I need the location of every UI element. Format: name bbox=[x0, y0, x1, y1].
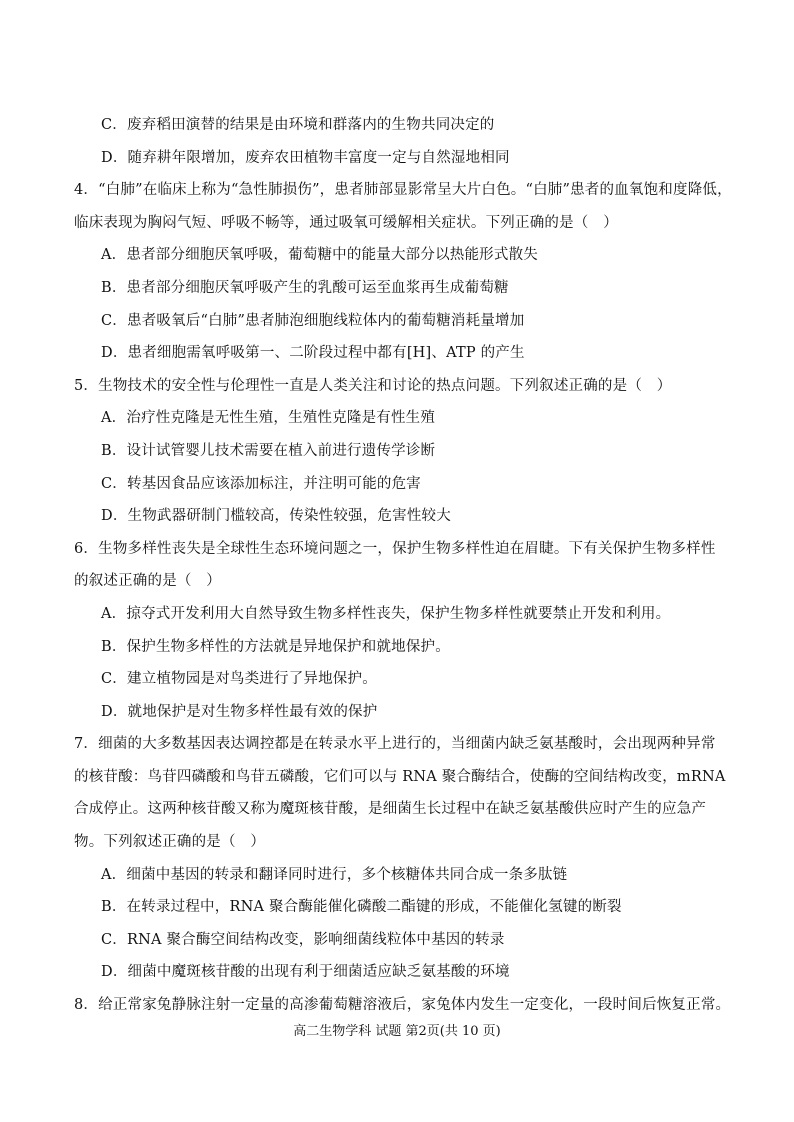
answer-option-line: C．转基因食品应该添加标注，并注明可能的危害 bbox=[101, 475, 421, 492]
question-text-line: 临床表现为胸闷气短、呼吸不畅等，通过吸氧可缓解相关症状。下列正确的是（ ） bbox=[74, 214, 618, 231]
page-footer: 高二生物学科 试题 第2页(共 10 页) bbox=[293, 1024, 501, 1039]
question-content bbox=[74, 109, 732, 1022]
answer-option-line: A．掠夺式开发利用大自然导致生物多样性丧失，保护生物多样性就要禁止开发和利用。 bbox=[101, 605, 671, 622]
question-text-line: 合成停止。这两种核苷酸又称为魔斑核苷酸，是细菌生长过程中在缺乏氨基酸供应时产生的应急产 bbox=[74, 801, 707, 818]
question-text-line: 物。下列叙述正确的是（ ） bbox=[74, 834, 266, 851]
answer-option-line: C．RNA 聚合酶空间结构改变，影响细菌线粒体中基因的转录 bbox=[101, 931, 505, 948]
answer-option-line: B．患者部分细胞厌氧呼吸产生的乳酸可运至血浆再生成葡萄糖 bbox=[101, 279, 509, 296]
question-text-line: 的叙述正确的是（ ） bbox=[74, 573, 221, 590]
question-text-line: 4．“白肺”在临床上称为“急性肺损伤”，患者肺部显影常呈大片白色。“白肺”患者的血氧饱和度降低， bbox=[74, 182, 732, 199]
answer-option-line: B．保护生物多样性的方法就是异地保护和就地保护。 bbox=[101, 638, 450, 655]
answer-option-line: A．治疗性克隆是无性生殖，生殖性克隆是有性生殖 bbox=[101, 410, 436, 427]
question-text-line: 的核苷酸：鸟苷四磷酸和鸟苷五磷酸，它们可以与 RNA 聚合酶结合，使酶的空间结构改变，mRNA bbox=[74, 768, 726, 785]
answer-option-line: D．随弃耕年限增加，废弃农田植物丰富度一定与自然湿地相同 bbox=[101, 149, 510, 166]
answer-option-line: B．设计试管婴儿技术需要在植入前进行遗传学诊断 bbox=[101, 442, 436, 459]
answer-option-line: A．患者部分细胞厌氧呼吸，葡萄糖中的能量大部分以热能形式散失 bbox=[101, 247, 538, 264]
answer-option-line: D．生物武器研制门槛较高，传染性较强，危害性较大 bbox=[101, 508, 451, 525]
answer-option-line: C．患者吸氧后“白肺”患者肺泡细胞线粒体内的葡萄糖消耗量增加 bbox=[101, 312, 525, 329]
question-text-line: 5．生物技术的安全性与伦理性一直是人类关注和讨论的热点问题。下列叙述正确的是（ ） bbox=[74, 377, 672, 394]
question-text-line: 8．给正常家兔静脉注射一定量的高渗葡萄糖溶液后，家兔体内发生一定变化，一段时间后恢复正常。 bbox=[74, 997, 731, 1014]
answer-option-line: B．在转录过程中，RNA 聚合酶能催化磷酸二酯键的形成，不能催化氢键的断裂 bbox=[101, 899, 622, 916]
answer-option-line: D．就地保护是对生物多样性最有效的保护 bbox=[101, 703, 378, 720]
answer-option-line: C．废弃稻田演替的结果是由环境和群落内的生物共同决定的 bbox=[101, 117, 495, 133]
answer-option-line: D．患者细胞需氧呼吸第一、二阶段过程中都有[H]、ATP 的产生 bbox=[101, 345, 525, 362]
question-text-line: 6．生物多样性丧失是全球性生态环境问题之一，保护生物多样性迫在眉睫。下有关保护生物多样性 bbox=[74, 540, 716, 557]
question-text-line: 7．细菌的大多数基因表达调控都是在转录水平上进行的，当细菌内缺乏氨基酸时，会出现两种异常 bbox=[74, 736, 716, 753]
answer-option-line: D．细菌中魔斑核苷酸的出现有利于细菌适应缺乏氨基酸的环境 bbox=[101, 964, 510, 981]
answer-option-line: C．建立植物园是对鸟类进行了异地保护。 bbox=[101, 671, 377, 688]
answer-option-line: A．细菌中基因的转录和翻译同时进行，多个核糖体共同合成一条多肽链 bbox=[101, 866, 568, 883]
